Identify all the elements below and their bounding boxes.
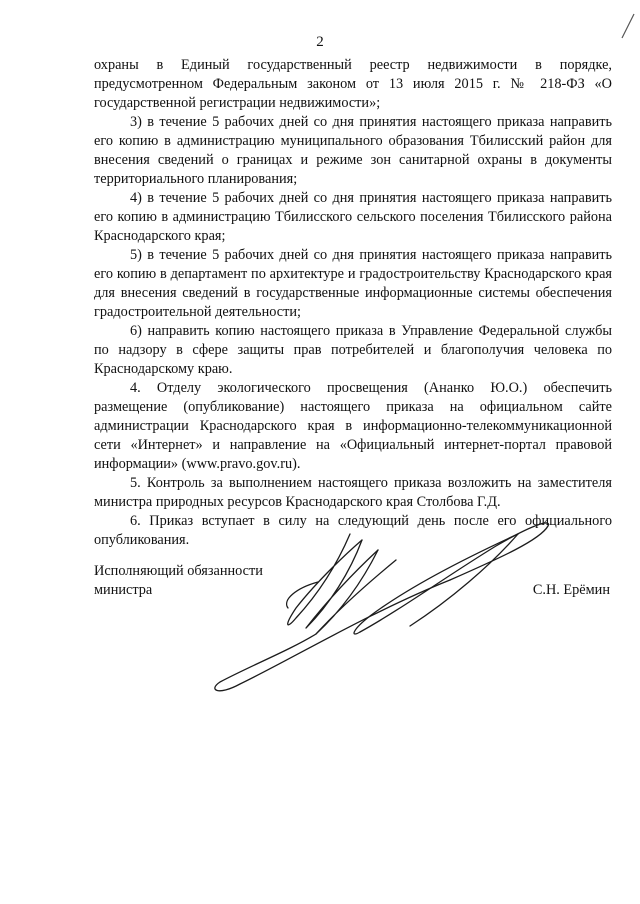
page-number: 2 [316,34,324,50]
paragraph-clause-6: 6. Приказ вступает в силу на следующий день после его официального опубликования. [94,513,612,548]
signatory-role-line-1: Исполняющий обязанности [94,563,263,579]
paragraph-clause-5: 5. Контроль за выполнением настоящего приказа возложить на заместителя министра природных ресурсов Краснодарского края Столбова Г.Д. [94,475,612,510]
signer-name: С.Н. Ерёмин [532,582,610,598]
document-body [94,56,612,550]
paragraph-item-5: 5) в течение 5 рабочих дней со дня принятия настоящего приказа направить его копию в департамент по архитектуре и градостроительству Краснодарского края для внесения сведений в государственные информационные системы обеспечения градостроительной деятельности; [94,247,612,320]
paragraph-item-6: 6) направить копию настоящего приказа в Управление Федеральной службы по надзору в сфере защиты прав потребителей и благополучия человека по Краснодарскому краю. [94,323,612,377]
paragraph-item-3: 3) в течение 5 рабочих дней со дня принятия настоящего приказа направить его копию в администрацию муниципального образования Тбилисский район для внесения сведений о границах и режиме зон санитарной охраны в документы территориального планирования; [94,114,612,187]
paragraph-item-4: 4) в течение 5 рабочих дней со дня принятия настоящего приказа направить его копию в администрацию Тбилисского сельского поселения Тбилисского района Краснодарского края; [94,190,612,244]
signatory-role-line-2: министра [94,582,153,598]
paragraph-continuation: охраны в Единый государственный реестр недвижимости в порядке, предусмотренном Федеральным законом от 13 июля 2015 г. № 218-ФЗ «О государственной регистрации недвижимости»; [94,57,612,111]
paragraph-clause-4: 4. Отделу экологического просвещения (Ананко Ю.О.) обеспечить размещение (опубликование) настоящего приказа на официальном сайте администрации Краснодарского края в информационно-телекоммуникационной сети «Интернет» и направление на «Официальный интернет-портал правовой информации» (www.pravo.gov.ru). [94,380,612,472]
handwritten-signature-icon [200,500,640,700]
scan-corner-mark-icon [616,12,636,40]
